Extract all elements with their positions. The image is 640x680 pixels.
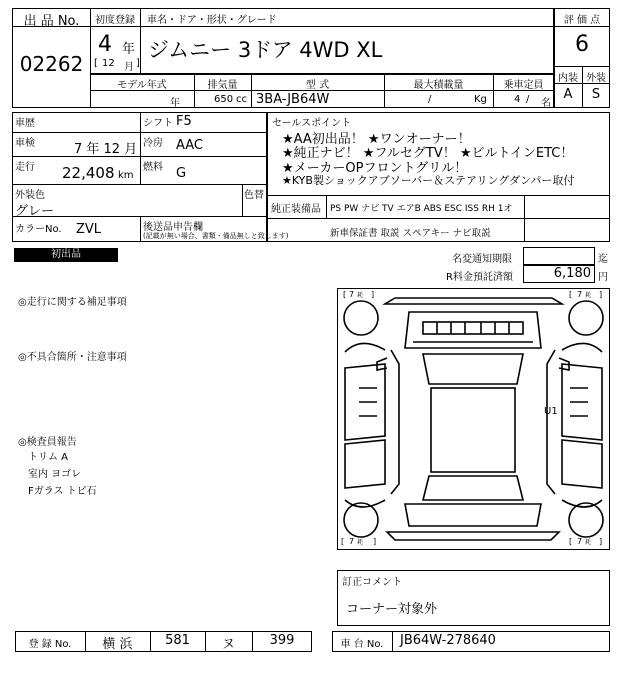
mileage-label: 走行 xyxy=(15,162,35,173)
registration-month: 12 xyxy=(102,58,115,69)
svg-text:[: [ xyxy=(569,537,573,546)
correction-title: 訂正コメント xyxy=(342,577,402,588)
capacity-label: 最大積載量 xyxy=(413,80,464,91)
inspector-line-1: トリム A xyxy=(28,452,69,463)
seats-value: 4 xyxy=(514,94,521,105)
doc-note: (記載が無い場合、書類・備品無しと致します) xyxy=(143,232,289,240)
warranty-value: 新車保証書 取説 スペアキー ナビ取説 xyxy=(330,228,491,239)
name-change-label: 名変通知期限 xyxy=(452,254,512,265)
fuel-label: 燃料 xyxy=(143,162,163,173)
capacity-sep: / xyxy=(428,94,432,105)
svg-text:]: ] xyxy=(599,537,603,546)
sales-line-1: ★AA初出品！ ★ワンオーナー！ xyxy=(282,132,471,147)
recycle-value: 6,180 xyxy=(553,266,591,281)
lot-label: 出 品 No. xyxy=(23,14,80,29)
tire-unit-rr: 耗 xyxy=(585,539,592,546)
chassis-label: 車 台 No. xyxy=(340,639,384,650)
model-year-label: モデル年式 xyxy=(117,80,167,91)
type-value: 3BA-JB64W xyxy=(256,92,330,107)
car-name-label: 車名・ドア・形状・グレード xyxy=(147,15,277,26)
svg-text:[: [ xyxy=(569,290,573,299)
year-unit: 年 xyxy=(122,42,136,57)
vehicle-diagram xyxy=(337,288,610,550)
aircon-label: 冷房 xyxy=(143,138,163,149)
tire-label-fl: 7 xyxy=(349,290,355,299)
history-label: 車歴 xyxy=(15,118,35,129)
doc-label: 後送品申告欄 xyxy=(143,222,203,233)
exterior-label: 外装 xyxy=(586,73,606,84)
tire-label-rl: 7 xyxy=(349,537,355,546)
color-no-label: カラーNo. xyxy=(15,224,62,235)
color-value: グレー xyxy=(15,204,55,219)
tire-label-fr: 7 xyxy=(577,290,583,299)
seats-label: 乗車定員 xyxy=(503,80,544,91)
tire-label-rr: 7 xyxy=(577,537,583,546)
mileage-value: 22,408 xyxy=(62,164,115,182)
damage-mark-u1: U1 xyxy=(544,406,558,417)
inspector-line-3: Fガラス トビ石 xyxy=(28,486,97,497)
wheel-rear-right-icon xyxy=(569,503,603,537)
recycle-label: R料金預託済額 xyxy=(446,272,513,283)
score-value: 6 xyxy=(575,32,589,57)
wheel-front-left-icon xyxy=(344,301,378,335)
score-label: 評 価 点 xyxy=(563,15,601,26)
sales-line-3: ★メーカーOPフロントグリル！ xyxy=(282,161,468,176)
inspector-title: ◎検査員報告 xyxy=(18,437,77,448)
chassis-number: JB64W-278640 xyxy=(400,633,496,648)
exterior-grade: S xyxy=(591,87,601,102)
color-change-label: 色替 xyxy=(244,190,264,201)
registration-number: 399 xyxy=(269,633,295,648)
wheel-front-right-icon xyxy=(569,301,603,335)
svg-text:]: ] xyxy=(599,290,603,299)
displacement-label: 排気量 xyxy=(207,80,238,91)
svg-text:[: [ xyxy=(343,290,347,299)
lot-number: 02262 xyxy=(19,52,84,76)
seats-sep: / xyxy=(526,94,530,105)
wheel-rear-left-icon xyxy=(344,503,378,537)
svg-text:[: [ xyxy=(341,537,345,546)
name-change-box xyxy=(523,247,595,265)
registration-year: 4 xyxy=(98,32,112,57)
model-year-unit: 年 xyxy=(170,98,180,109)
running-notes-title: ◎走行に関する補足事項 xyxy=(18,297,127,308)
capacity-unit: Kg xyxy=(474,94,487,105)
registration-kana: ヌ xyxy=(221,637,235,652)
registration-place: 横 浜 xyxy=(102,637,133,652)
correction-text: コーナー対象外 xyxy=(346,602,438,617)
displacement-unit: cc xyxy=(236,94,247,105)
month-unit: 月 xyxy=(124,62,134,73)
svg-text:]: ] xyxy=(371,290,375,299)
sales-line-4: ★KYB製ショックアブソーバー＆ステアリングダンパー取付 xyxy=(282,174,575,187)
equipment-label: 純正装備品 xyxy=(271,204,321,215)
first-registration-label: 初度登録 xyxy=(95,15,135,26)
sales-line-2: ★純正ナビ！ ★フルセグTV！ ★ビルトインETC！ xyxy=(282,146,574,161)
interior-grade: A xyxy=(563,87,573,102)
displacement-value: 650 xyxy=(214,94,234,105)
seats-unit: 名 xyxy=(541,98,551,109)
equipment-value: PS PW ナビ TV エアB ABS ESC ISS RH 1オ xyxy=(330,204,513,214)
shift-value: F5 xyxy=(176,114,192,129)
mileage-unit: km xyxy=(118,170,134,181)
svg-text:]: ] xyxy=(373,537,377,546)
name-change-unit: 迄 xyxy=(598,254,608,265)
type-label: 型 式 xyxy=(305,80,330,91)
registration-label: 登 録 No. xyxy=(28,639,72,650)
color-no-value: ZVL xyxy=(76,222,102,237)
defect-notes-title: ◎不具合箇所・注意事項 xyxy=(18,352,127,363)
inspection-label: 車検 xyxy=(15,138,35,149)
car-name: ジムニー 3ドア 4WD XL xyxy=(148,38,383,62)
inspection-value: 7 年 12 月 xyxy=(74,142,138,157)
interior-label: 内装 xyxy=(558,73,578,84)
fuel-value: G xyxy=(176,166,187,181)
inspector-line-2: 室内 ヨゴレ xyxy=(28,469,82,480)
tire-unit-fl: 耗 xyxy=(357,292,364,299)
recycle-unit: 円 xyxy=(598,272,608,283)
color-label: 外装色 xyxy=(15,190,45,201)
shift-label: シフト xyxy=(143,118,173,129)
aircon-value: AAC xyxy=(176,138,203,153)
tire-unit-rl: 耗 xyxy=(357,539,364,546)
tire-unit-fr: 耗 xyxy=(585,292,592,299)
registration-class: 581 xyxy=(165,633,190,648)
sales-title: セールスポイント xyxy=(272,118,352,129)
first-listing-bar: 初出品 xyxy=(14,248,118,262)
